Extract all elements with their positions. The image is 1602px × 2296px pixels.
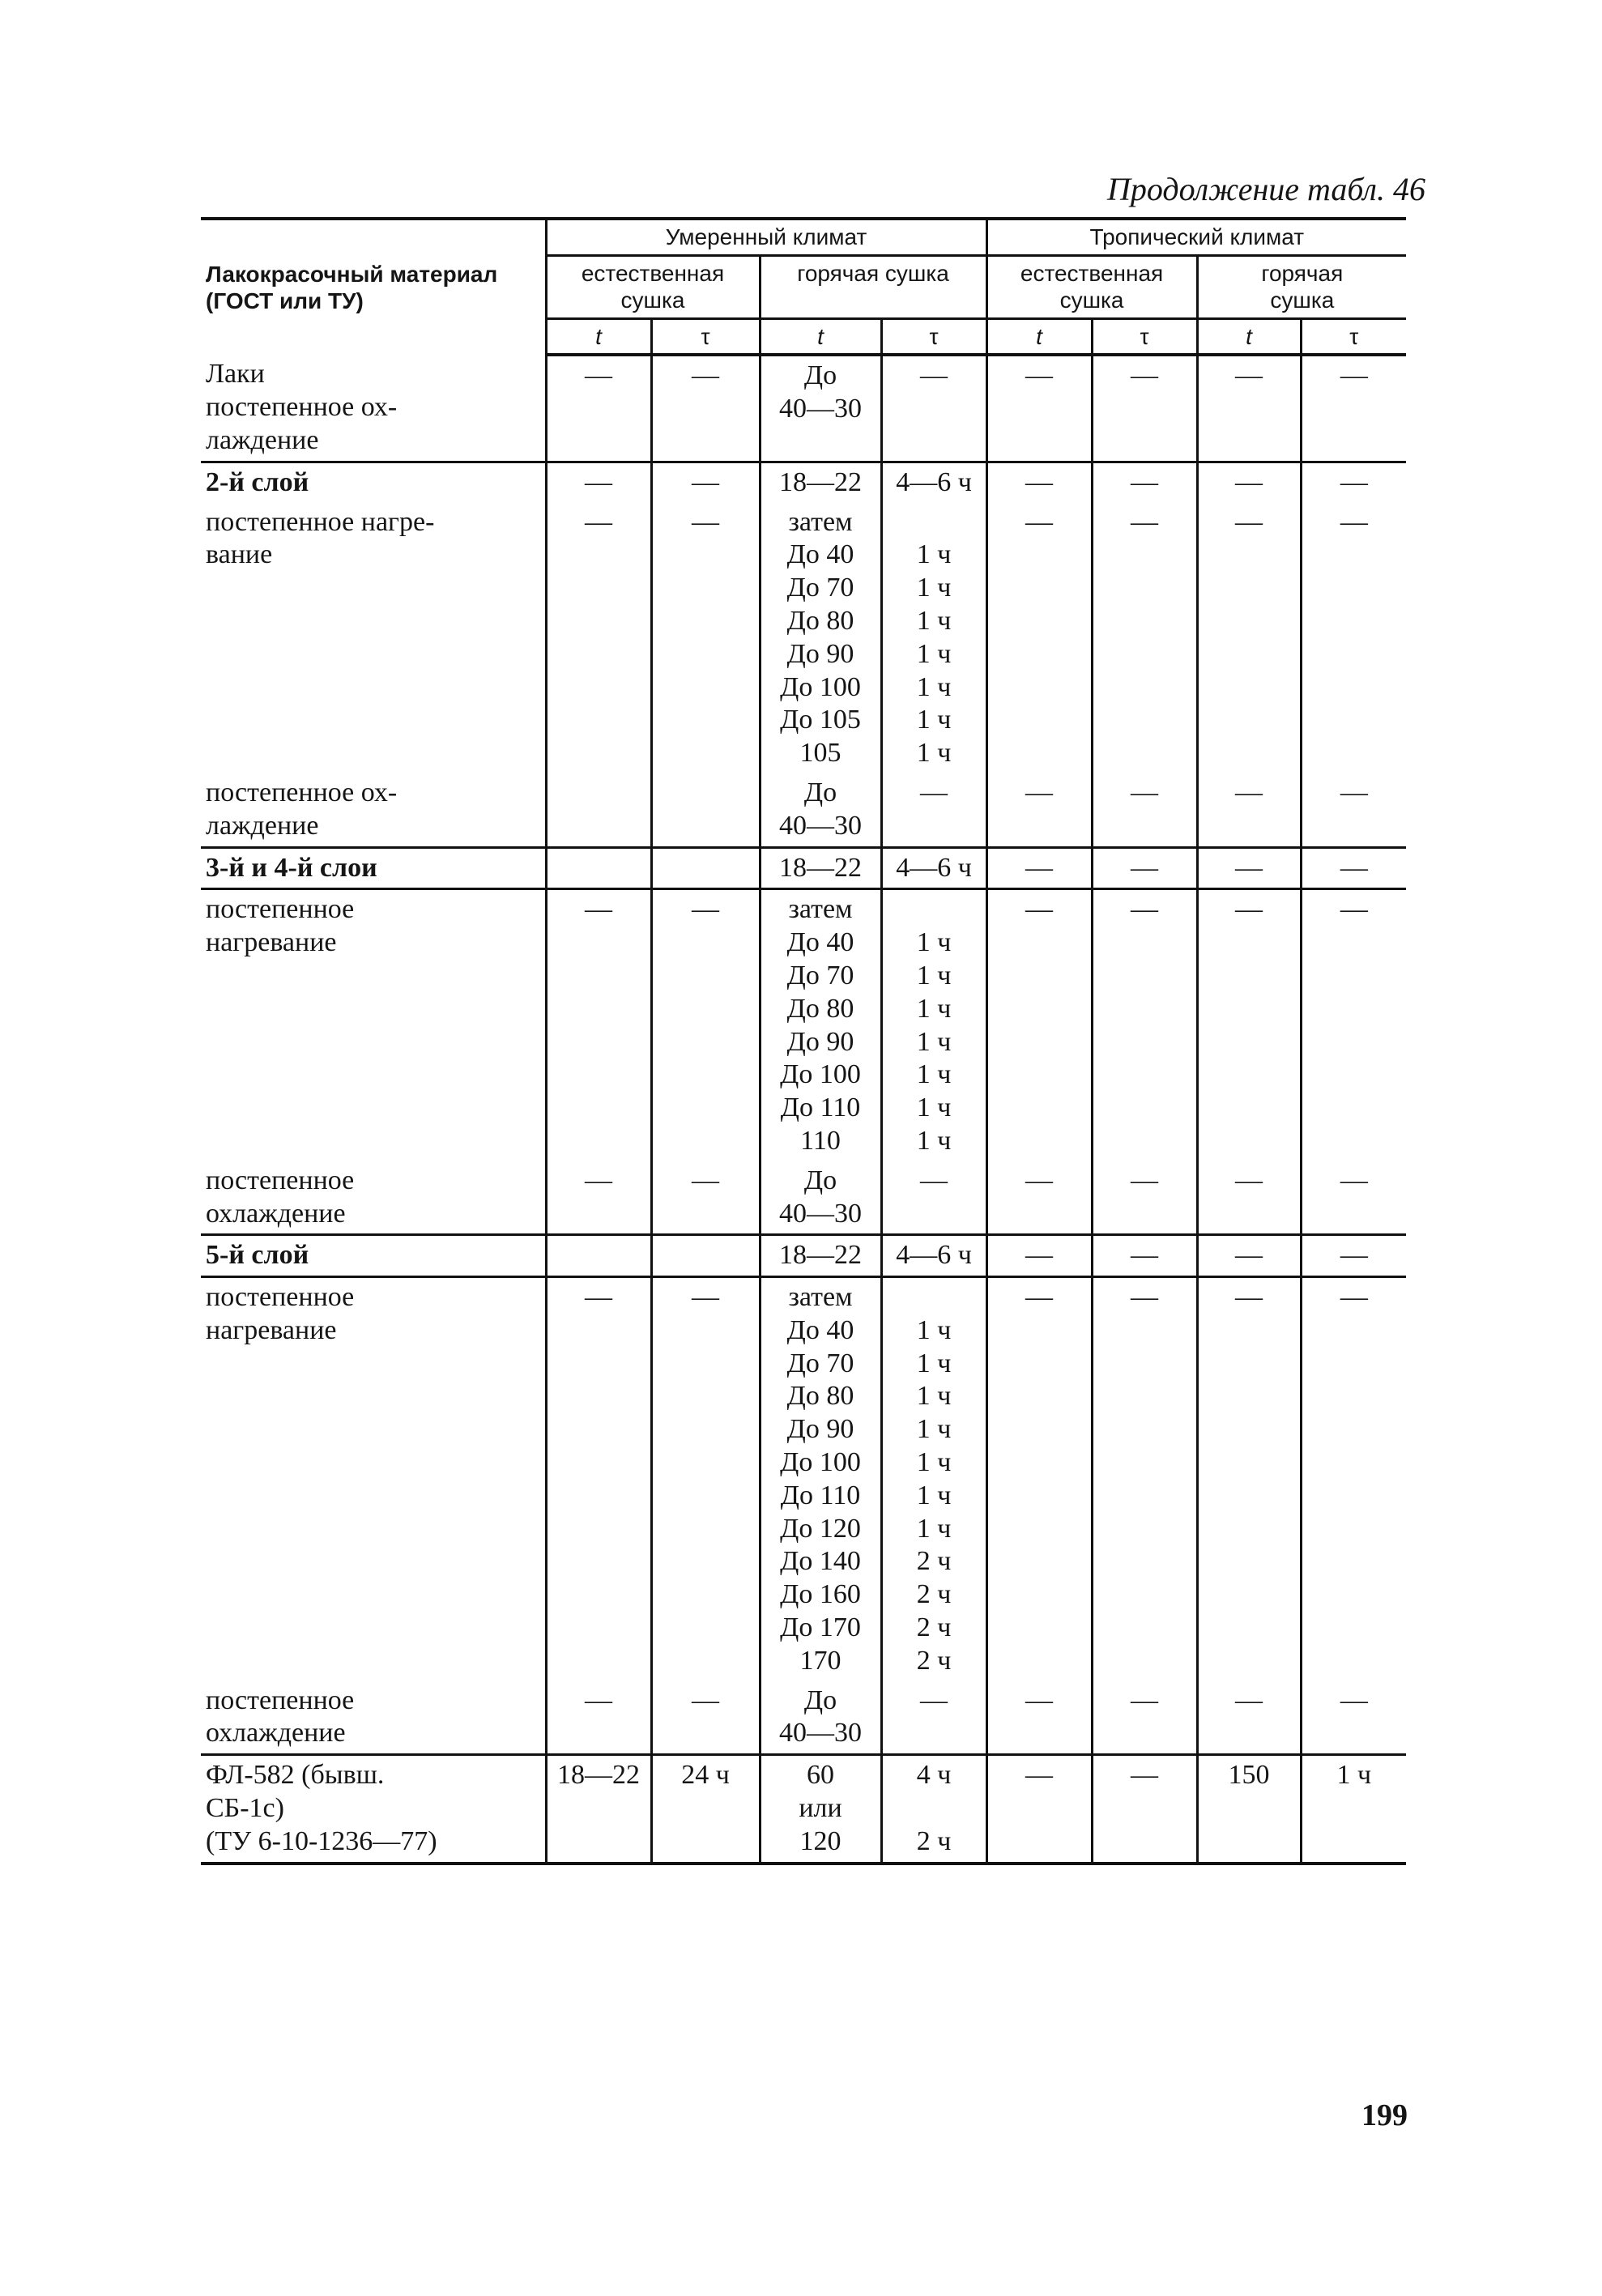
table-cell: 1 ч 1 ч 1 ч 1 ч 1 ч 1 ч 1 ч 2 ч 2 ч 2 ч 2 ч	[881, 1277, 986, 1681]
table-cell: —	[986, 1277, 1092, 1681]
row-label: 5-й слой	[201, 1235, 546, 1277]
table-cell: —	[1301, 889, 1406, 1161]
table-cell: —	[651, 889, 760, 1161]
table-cell: —	[1092, 1277, 1197, 1681]
table-cell: —	[1301, 1277, 1406, 1681]
table-cell: —	[651, 1277, 760, 1681]
row-label: постепенное нагревание	[201, 889, 546, 1161]
table-cell: —	[651, 503, 760, 773]
table-cell	[651, 773, 760, 847]
continuation-heading: Продолжение табл. 46	[1106, 171, 1425, 207]
table-cell: —	[881, 773, 986, 847]
row-label: постепенное нагревание	[201, 1277, 546, 1681]
table-cell: —	[986, 1161, 1092, 1235]
table-cell: —	[1301, 503, 1406, 773]
table-cell: —	[1197, 1681, 1301, 1755]
table-cell	[546, 1235, 651, 1277]
table-cell: 150	[1197, 1755, 1301, 1864]
col-tau: τ	[1301, 318, 1406, 355]
table-row	[201, 1161, 1406, 1235]
table-row	[201, 1235, 1406, 1277]
table-cell	[651, 847, 760, 889]
col-t: t	[986, 318, 1092, 355]
row-label: Лаки постепенное ох- лаждение	[206, 359, 398, 455]
col-t: t	[546, 318, 651, 355]
table-cell: —	[1197, 773, 1301, 847]
table-cell: —	[986, 355, 1092, 462]
table-cell: —	[1092, 1755, 1197, 1864]
table-cell: —	[1092, 462, 1197, 502]
table-cell: —	[986, 1681, 1092, 1755]
table-cell: —	[1197, 1161, 1301, 1235]
col-tau: τ	[1092, 318, 1197, 355]
row-label: постепенное охлаждение	[206, 1165, 355, 1229]
table-cell: 18—22	[760, 1235, 881, 1277]
table-row	[201, 355, 1406, 462]
table-cell: —	[1197, 355, 1301, 462]
table-cell: —	[1092, 1161, 1197, 1235]
table-cell: —	[986, 847, 1092, 889]
col-t: t	[1197, 318, 1301, 355]
table-cell: —	[651, 1161, 760, 1235]
table-cell: —	[651, 1681, 760, 1755]
table-cell: —	[1301, 1235, 1406, 1277]
moderate-climate-header: Умеренный климат	[546, 219, 986, 255]
row-label: постепенное охлаждение	[206, 1685, 355, 1749]
table-cell: 4—6 ч	[881, 847, 986, 889]
tropical-natural-drying-header: естественная сушка	[986, 255, 1197, 318]
table-cell: —	[1092, 355, 1197, 462]
table-cell: 4 ч 2 ч	[881, 1755, 986, 1864]
table-cell: 18—22	[546, 1755, 651, 1864]
tropical-hot-drying-header: горячая сушка	[1197, 255, 1406, 318]
table-cell: —	[986, 1755, 1092, 1864]
table-cell: —	[986, 889, 1092, 1161]
table-cell: —	[881, 355, 986, 462]
table-row	[201, 773, 1406, 847]
table-cell: 4—6 ч	[881, 1235, 986, 1277]
table-cell: —	[1301, 847, 1406, 889]
table-cell	[546, 847, 651, 889]
table-cell: 4—6 ч	[881, 462, 986, 502]
table-cell: —	[881, 1681, 986, 1755]
page-number: 199	[1361, 2098, 1408, 2132]
row-label: 2-й слой	[201, 462, 546, 502]
table-cell: 18—22	[760, 462, 881, 502]
table-cell: —	[986, 1235, 1092, 1277]
table-cell: 24 ч	[651, 1755, 760, 1864]
col-tau: τ	[651, 318, 760, 355]
table-cell: —	[546, 1277, 651, 1681]
table-cell	[546, 773, 651, 847]
table-cell: затем До 40 До 70 До 80 До 90 До 100 До 105 105	[760, 503, 881, 773]
material-header: Лакокрасочный материал (ГОСТ или ТУ)	[201, 219, 546, 355]
table-cell: —	[1197, 1235, 1301, 1277]
table-cell: 1 ч	[1301, 1755, 1406, 1864]
col-tau: τ	[881, 318, 986, 355]
moderate-hot-drying-header: горячая сушка	[760, 255, 986, 318]
table-row	[201, 1755, 1406, 1864]
table-cell: —	[1092, 773, 1197, 847]
table-cell: —	[546, 462, 651, 502]
table-cell: —	[1197, 1277, 1301, 1681]
table-cell: —	[1092, 889, 1197, 1161]
table-cell: —	[1197, 462, 1301, 502]
table-cell: —	[1301, 1161, 1406, 1235]
row-label: ФЛ-582 (бывш. СБ-1с) (ТУ 6-10-1236—77)	[201, 1755, 546, 1864]
table-cell: —	[546, 889, 651, 1161]
table-cell: 1 ч 1 ч 1 ч 1 ч 1 ч 1 ч 1 ч	[881, 889, 986, 1161]
table-cell: —	[1092, 1235, 1197, 1277]
table-cell: затем До 40 До 70 До 80 До 90 До 100 До 110 До 120 До 140 До 160 До 170 170	[760, 1277, 881, 1681]
table-cell: —	[881, 1161, 986, 1235]
table-cell: —	[1197, 847, 1301, 889]
table-cell: До 40—30	[760, 355, 881, 462]
col-t: t	[760, 318, 881, 355]
table-cell: До 40—30	[760, 1161, 881, 1235]
table-cell: затем До 40 До 70 До 80 До 90 До 100 До 110 110	[760, 889, 881, 1161]
table-cell: —	[986, 773, 1092, 847]
table-cell: —	[546, 503, 651, 773]
table-cell: —	[651, 462, 760, 502]
table-cell: —	[546, 355, 651, 462]
table-cell: До 40—30	[760, 1681, 881, 1755]
table-cell: —	[1197, 889, 1301, 1161]
row-label: 3-й и 4-й слои	[201, 847, 546, 889]
table-row	[201, 462, 1406, 502]
table-cell: —	[986, 462, 1092, 502]
tropical-climate-header: Тропический климат	[986, 219, 1406, 255]
table-cell: —	[1092, 1681, 1197, 1755]
table-cell: —	[651, 355, 760, 462]
table-row	[201, 1277, 1406, 1681]
table-cell: 1 ч 1 ч 1 ч 1 ч 1 ч 1 ч 1 ч	[881, 503, 986, 773]
table-cell: —	[1301, 355, 1406, 462]
row-label: постепенное нагре- вание	[206, 506, 435, 570]
table-row	[201, 503, 1406, 773]
table-cell: —	[1197, 503, 1301, 773]
table-cell: 18—22	[760, 847, 881, 889]
table-cell: —	[1301, 1681, 1406, 1755]
table-cell	[651, 1235, 760, 1277]
table-cell: —	[1092, 503, 1197, 773]
table-cell: —	[546, 1681, 651, 1755]
table-cell: —	[1301, 773, 1406, 847]
table-row	[201, 847, 1406, 889]
table-cell: —	[546, 1161, 651, 1235]
table-cell: —	[1301, 462, 1406, 502]
row-label: постепенное ох- лаждение	[206, 777, 398, 841]
table-cell: —	[1092, 847, 1197, 889]
table-row	[201, 889, 1406, 1161]
table-cell: До 40—30	[760, 773, 881, 847]
table-cell: 60 или 120	[760, 1755, 881, 1864]
table-cell: —	[986, 503, 1092, 773]
table-row	[201, 1681, 1406, 1755]
moderate-natural-drying-header: естественная сушка	[546, 255, 760, 318]
drying-modes-table	[201, 217, 1406, 1865]
